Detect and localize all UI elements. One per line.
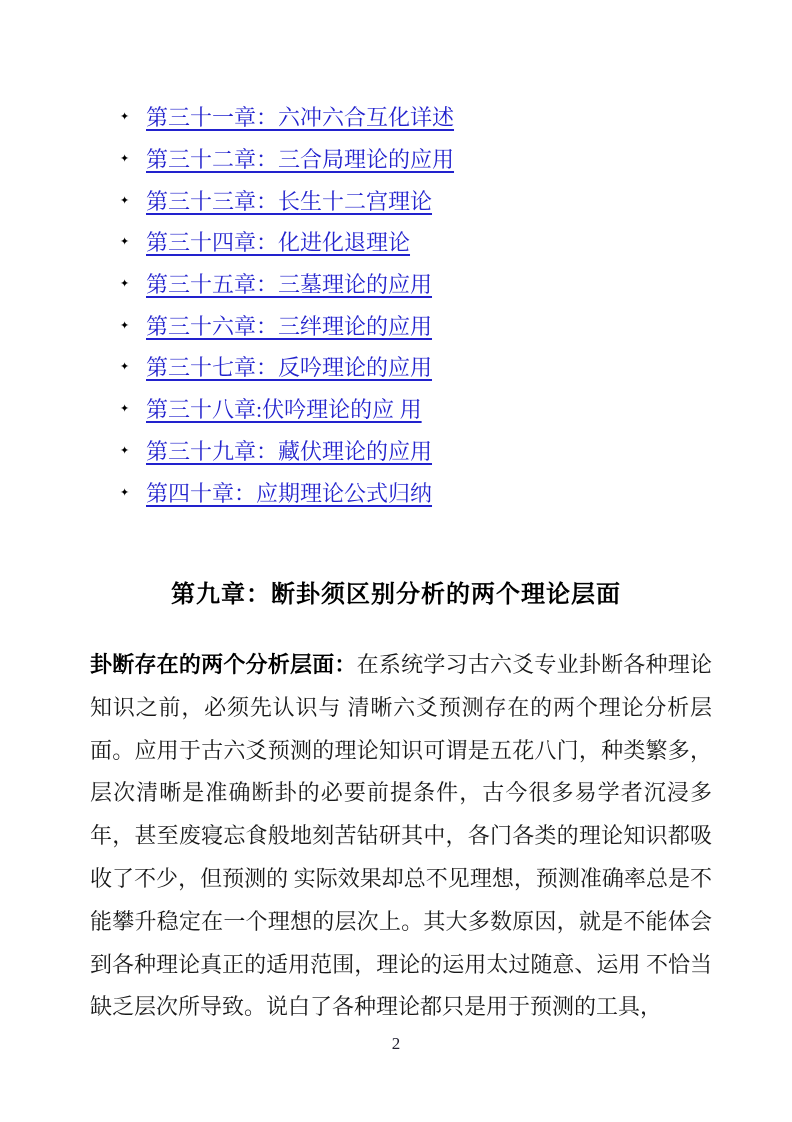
toc-item bbox=[120, 179, 454, 221]
diamond-bullet-icon: ✦ bbox=[120, 403, 130, 416]
toc-link-chapter-40[interactable]: 第四十章：应期理论公式归纳 bbox=[146, 480, 433, 506]
toc-link-chapter-35[interactable]: 第三十五章：三墓理论的应用 bbox=[146, 272, 433, 298]
section-heading: 第九章：断卦须区别分析的两个理论层面 bbox=[171, 582, 621, 608]
toc-link-chapter-36[interactable]: 第三十六章：三绊理论的应用 bbox=[146, 313, 433, 339]
toc-item bbox=[120, 388, 454, 430]
toc-link-chapter-31[interactable]: 第三十一章：六冲六合互化详述 bbox=[146, 105, 455, 131]
diamond-bullet-icon: ✦ bbox=[120, 486, 130, 499]
toc-item bbox=[120, 471, 454, 513]
table-of-contents bbox=[120, 96, 454, 513]
diamond-bullet-icon: ✦ bbox=[120, 444, 130, 457]
diamond-bullet-icon: ✦ bbox=[120, 278, 130, 291]
diamond-bullet-icon: ✦ bbox=[120, 361, 130, 374]
diamond-bullet-icon: ✦ bbox=[120, 319, 130, 332]
toc-item bbox=[120, 96, 454, 138]
toc-item bbox=[120, 304, 454, 346]
toc-item bbox=[120, 346, 454, 388]
toc-item bbox=[120, 430, 454, 472]
body-paragraph bbox=[90, 644, 712, 1029]
toc-link-chapter-34[interactable]: 第三十四章：化进化退理论 bbox=[146, 230, 411, 256]
toc-item bbox=[120, 263, 454, 305]
toc-item bbox=[120, 221, 454, 263]
toc-link-chapter-32[interactable]: 第三十二章：三合局理论的应用 bbox=[146, 147, 455, 173]
diamond-bullet-icon: ✦ bbox=[120, 194, 130, 207]
page-number: 2 bbox=[391, 1034, 401, 1053]
paragraph-lead-label: 卦断存在的两个分析层面： bbox=[90, 652, 357, 677]
toc-link-chapter-39[interactable]: 第三十九章：藏伏理论的应用 bbox=[146, 438, 433, 464]
toc-item bbox=[120, 138, 454, 180]
paragraph-text: 在系统学习古六爻专业卦断各种理论知识之前，必须先认识与 清晰六爻预测存在的两个理论分析层面。应用于古六爻预测的理论知识可谓是五花八门，种类繁多，层次清晰是准确断卦的必要前提条件，古今很多易学者沉浸多年，甚至废寝忘食般地刻苦钻研其中，各门各类的理论知识都吸收了不少，但预测的 实际效果却总不见理想，预测准确率总是不能攀升稳定在一个理想的层次上。其大多数原因，就是不能体会到各种理论真正的适用范围，理论的运用太过随意、运用 不恰当缺乏层次所导致。说白了各种理论都只是用于预测的工具， bbox=[90, 652, 712, 1020]
toc-link-chapter-37[interactable]: 第三十七章：反吟理论的应用 bbox=[146, 355, 433, 381]
toc-link-chapter-38[interactable]: 第三十八章:伏吟理论的应 用 bbox=[146, 397, 422, 423]
diamond-bullet-icon: ✦ bbox=[120, 153, 130, 166]
toc-link-chapter-33[interactable]: 第三十三章：长生十二宫理论 bbox=[146, 188, 433, 214]
diamond-bullet-icon: ✦ bbox=[120, 111, 130, 124]
diamond-bullet-icon: ✦ bbox=[120, 236, 130, 249]
